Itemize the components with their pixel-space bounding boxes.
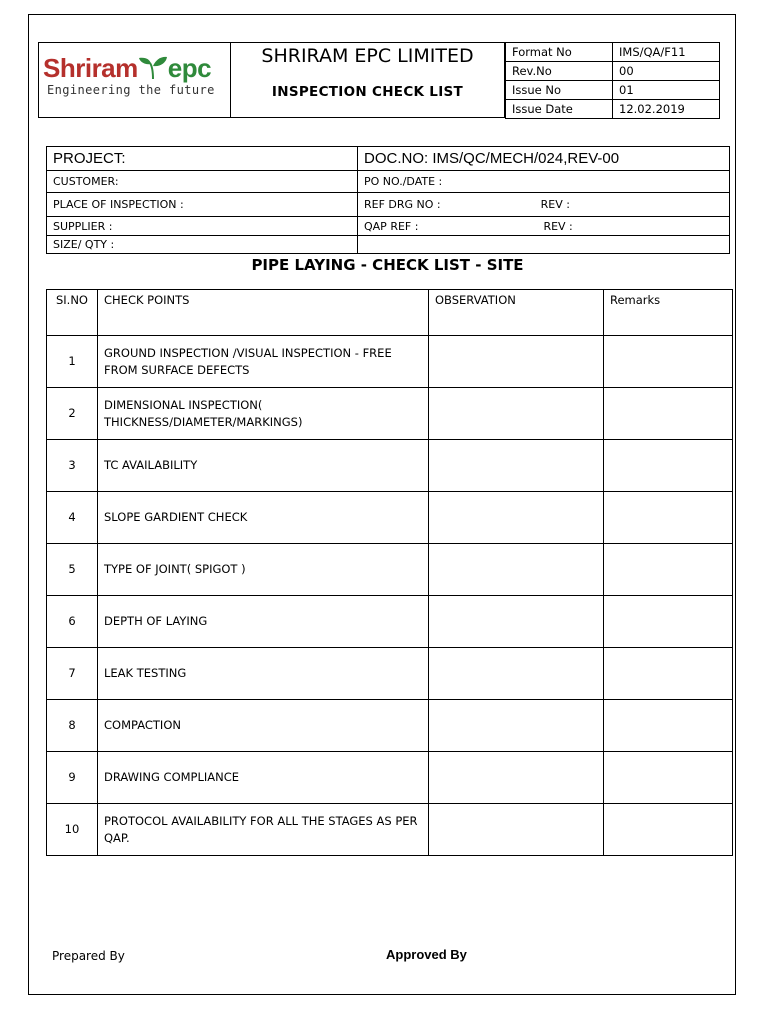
- check-point-text: SLOPE GARDIENT CHECK: [98, 492, 429, 544]
- qap-rev-label: REV :: [543, 219, 573, 233]
- row-number: 10: [47, 804, 98, 856]
- checklist-row: [47, 336, 733, 388]
- logo-main-text: Shriram: [43, 53, 138, 83]
- checklist-table: [46, 289, 733, 856]
- ref-drg-label: REF DRG NO :: [364, 198, 441, 211]
- row-number: 2: [47, 388, 98, 440]
- header-observation: OBSERVATION: [429, 290, 604, 336]
- logo-wordmark: [43, 53, 211, 84]
- remarks-cell: [604, 804, 733, 856]
- meta-row: [506, 62, 720, 81]
- row-number: 8: [47, 700, 98, 752]
- row-number: 7: [47, 648, 98, 700]
- header-check-points: CHECK POINTS: [98, 290, 429, 336]
- qap-ref-cell: [358, 217, 730, 236]
- remarks-cell: [604, 648, 733, 700]
- observation-cell: [429, 492, 604, 544]
- checklist-row: [47, 596, 733, 648]
- checklist-row: [47, 700, 733, 752]
- remarks-cell: [604, 700, 733, 752]
- meta-label: Issue No: [506, 81, 613, 100]
- check-point-text: LEAK TESTING: [98, 648, 429, 700]
- observation-cell: [429, 388, 604, 440]
- meta-row: [506, 43, 720, 62]
- row-number: 3: [47, 440, 98, 492]
- remarks-cell: [604, 388, 733, 440]
- row-number: 4: [47, 492, 98, 544]
- checklist-row: [47, 492, 733, 544]
- project-label: PROJECT:: [47, 147, 358, 171]
- header-si-no: SI.NO: [47, 290, 98, 336]
- observation-cell: [429, 752, 604, 804]
- company-name: SHRIRAM EPC LIMITED: [261, 45, 474, 67]
- size-qty-label: SIZE/ QTY :: [47, 236, 358, 254]
- document-header: [38, 42, 720, 118]
- supplier-label: SUPPLIER :: [47, 217, 358, 236]
- observation-cell: [429, 648, 604, 700]
- checklist-row: [47, 648, 733, 700]
- title-cell: [230, 42, 505, 118]
- checklist-row: [47, 752, 733, 804]
- observation-cell: [429, 804, 604, 856]
- meta-label: Format No: [506, 43, 613, 62]
- remarks-cell: [604, 440, 733, 492]
- document-meta-table: [505, 42, 720, 119]
- header-remarks: Remarks: [604, 290, 733, 336]
- remarks-cell: [604, 544, 733, 596]
- meta-value: 01: [613, 81, 720, 100]
- observation-cell: [429, 596, 604, 648]
- observation-cell: [429, 544, 604, 596]
- customer-label: CUSTOMER:: [47, 171, 358, 193]
- check-point-text: DEPTH OF LAYING: [98, 596, 429, 648]
- ref-drg-rev-label: REV :: [540, 198, 570, 211]
- check-point-text: TC AVAILABILITY: [98, 440, 429, 492]
- meta-row: [506, 81, 720, 100]
- row-number: 5: [47, 544, 98, 596]
- checklist-row: [47, 388, 733, 440]
- remarks-cell: [604, 492, 733, 544]
- check-point-text: DIMENSIONAL INSPECTION( THICKNESS/DIAMETER/MARKINGS): [98, 388, 429, 440]
- check-point-text: PROTOCOL AVAILABILITY FOR ALL THE STAGES AS PER QAP.: [98, 804, 429, 856]
- section-title: PIPE LAYING - CHECK LIST - SITE: [251, 256, 524, 274]
- document-title: INSPECTION CHECK LIST: [271, 84, 464, 100]
- ref-drg-cell: [358, 193, 730, 217]
- observation-cell: [429, 336, 604, 388]
- check-point-text: DRAWING COMPLIANCE: [98, 752, 429, 804]
- remarks-cell: [604, 596, 733, 648]
- observation-cell: [429, 700, 604, 752]
- qap-ref-label: QAP REF :: [364, 219, 419, 233]
- project-info-table: [46, 146, 730, 254]
- row-number: 1: [47, 336, 98, 388]
- place-of-inspection-label: PLACE OF INSPECTION :: [47, 193, 358, 217]
- checklist-row: [47, 804, 733, 856]
- leaf-icon: [138, 55, 168, 81]
- meta-value: IMS/QA/F11: [613, 43, 720, 62]
- checklist-row: [47, 440, 733, 492]
- row-number: 9: [47, 752, 98, 804]
- check-point-text: GROUND INSPECTION /VISUAL INSPECTION - FREE FROM SURFACE DEFECTS: [98, 336, 429, 388]
- remarks-cell: [604, 752, 733, 804]
- meta-row: [506, 100, 720, 119]
- approved-by-label: Approved By: [386, 947, 467, 962]
- observation-cell: [429, 440, 604, 492]
- checklist-row: [47, 544, 733, 596]
- meta-label: Rev.No: [506, 62, 613, 81]
- prepared-by-label: Prepared By: [52, 949, 125, 963]
- remarks-cell: [604, 336, 733, 388]
- size-qty-blank: [358, 236, 730, 254]
- logo-tagline: Engineering the future: [47, 83, 215, 97]
- po-date-label: PO NO./DATE :: [358, 171, 730, 193]
- row-number: 6: [47, 596, 98, 648]
- meta-value: 00: [613, 62, 720, 81]
- check-point-text: TYPE OF JOINT( SPIGOT ): [98, 544, 429, 596]
- meta-value: 12.02.2019: [613, 100, 720, 119]
- company-logo: [38, 42, 230, 118]
- check-point-text: COMPACTION: [98, 700, 429, 752]
- doc-no-label: DOC.NO: IMS/QC/MECH/024,REV-00: [358, 147, 730, 171]
- meta-label: Issue Date: [506, 100, 613, 119]
- logo-accent-text: epc: [167, 53, 212, 83]
